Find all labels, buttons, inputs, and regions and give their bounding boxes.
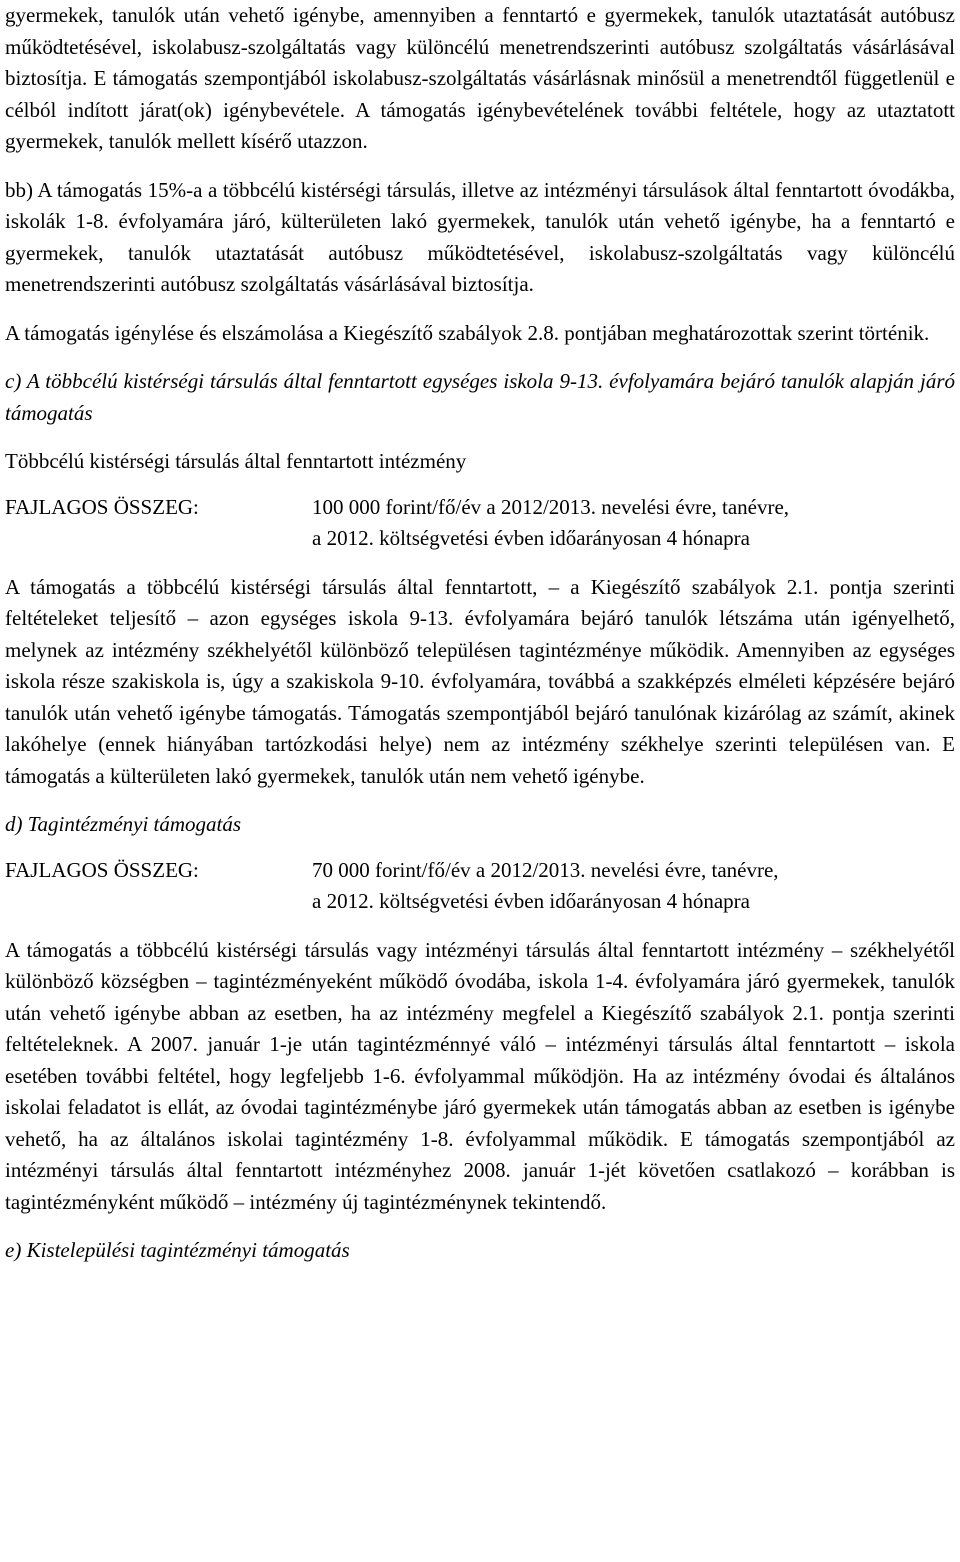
amount-line: a 2012. költségvetési évben időarányosan 4 hónapra [312,526,750,550]
paragraph-section-c-body: A támogatás a többcélú kistérségi társulás által fenntartott, – a Kiegészítő szabályok 2.1. pontja szerinti feltételeket teljesítő – azon egységes iskola 9-13. évfolyamára bejáró tanulók létszáma után igényelhető, melynek az intézmény székhelyétől különböző településen tagintézménye működik. Amennyiben az egységes iskola része szakiskola is, úgy a szakiskola 9-10. évfolyamára, továbbá a szakképzés elméleti képzésére bejáró tanulók után vehető igénybe támogatás. Támogatás szempontjából bejáró tanulónak kizárólag az számít, akinek lakóhelye (ennek hiányában tartózkodási helye) nem az intézmény székhelye szerinti településen van. E támogatás a külterületen lakó gyermekek, tanulók után nem vehető igénybe. [5,574,955,788]
paragraph-bb: bb) A támogatás 15%-a a többcélú kistérségi társulás, illetve az intézményi társulások által fenntartott óvodákba, iskolák 1-8. évfolyamára járó, külterületen lakó gyermekek, tanulók után vehető igénybe, ha a fenntartó e gyermekek, tanulók utaztatását autóbusz működtetésével, iskolabusz-szolgáltatás vagy különcélú menetrendszerinti autóbusz szolgáltatás vásárlásával biztosítja. [5,177,955,296]
heading-section-c: c) A többcélú kistérségi társulás által fenntartott egységes iskola 9-13. évfolyamára bejáró tanulók alapján járó támogatás [5,369,955,425]
amount-line: a 2012. költségvetési évben időarányosan 4 hónapra [312,889,750,913]
amount-block-d [5,855,955,918]
heading-section-d: d) Tagintézményi támogatás [5,812,242,836]
amount-line: 100 000 forint/fő/év a 2012/2013. nevelési évre, tanévre, [312,494,790,519]
document-page [5,0,955,1267]
amount-label: FAJLAGOS ÖSSZEG: [5,857,199,882]
paragraph-utaztatas-feltetel: gyermekek, tanulók után vehető igénybe, amennyiben a fenntartó e gyermekek, tanulók utaztatását autóbusz működtetésével, iskolabusz-szolgáltatás vagy különcélú menetrendszerinti autóbusz szolgáltatás vásárlásával biztosítja. E támogatás szempontjából iskolabusz-szolgáltatás vásárlásnak minősül a menetrendtől függetlenül e célból indított járat(ok) igénybevétele. A támogatás igénybevételének további feltétele, hogy az utaztatott gyermekek, tanulók mellett kísérő utazzon. [5,3,955,153]
paragraph-intezmeny-tipus: Többcélú kistérségi társulás által fenntartott intézmény [5,449,467,473]
paragraph-igenyles: A támogatás igénylése és elszámolása a Kiegészítő szabályok 2.8. pontjában meghatározottak szerint történik. [5,320,930,345]
amount-label: FAJLAGOS ÖSSZEG: [5,494,199,519]
paragraph-section-d-body: A támogatás a többcélú kistérségi társulás vagy intézményi társulás által fenntartott intézmény – székhelyétől különböző községben – tagintézményeként működő óvodába, iskola 1-4. évfolyamára járó gyermekek, tanulók után vehető igénybe abban az esetben, ha az intézmény megfelel a Kiegészítő szabályok 2.1. pontja szerinti feltételeknek. A 2007. január 1-je után tagintézménnyé váló – intézményi társulás által fenntartott – iskola esetében további feltétel, hogy legfeljebb 1-6. évfolyammal működjön. Ha az intézmény óvodai és általános iskolai feladatot is ellát, az óvodai tagintézménybe járó gyermekek után támogatás abban az esetben is igénybe vehető, ha az általános iskolai tagintézmény 1-8. évfolyammal működik. E támogatás szempontjából az intézményi társulás által fenntartott intézményhez 2008. január 1-jét követően csatlakozó – korábban is tagintézményként működő – intézmény új tagintézménynek tekintendő. [5,937,955,1214]
amount-block-c [5,492,955,555]
amount-value [312,492,955,555]
amount-line: 70 000 forint/fő/év a 2012/2013. nevelési évre, tanévre, [312,857,779,882]
amount-value [312,855,955,918]
heading-section-e: e) Kistelepülési tagintézményi támogatás [5,1238,350,1262]
